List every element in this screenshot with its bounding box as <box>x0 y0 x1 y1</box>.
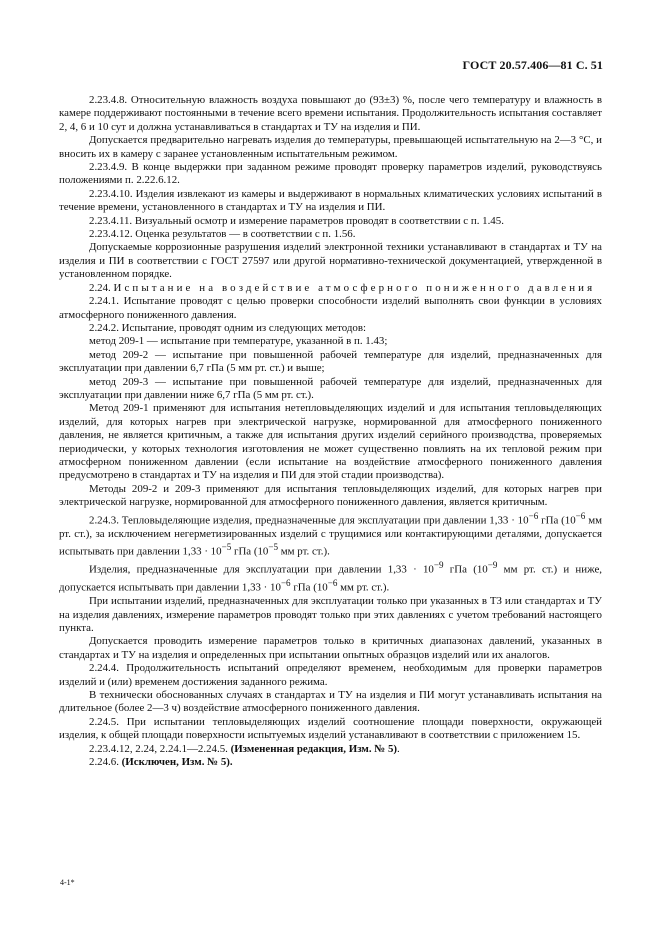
section-title: Испытание на воздействие атмосферного пониженного давления <box>113 281 596 294</box>
method-209-3: метод 209-3 — испытание при повышенной рабочей температуре для изделий, предназначенных для эксплуатации при давлении ниже 6,7 гПа (5 мм рт. ст.). <box>59 375 602 401</box>
paragraph-long-exposure: В технически обоснованных случаях в стандартах и ТУ на изделия и ПИ могут устанавливать испытания на длительное (более 2—3 ч) воздействие атмосферного пониженного давления. <box>59 688 602 715</box>
paragraph-2-24-3-low-pressure: Изделия, предназначенные для эксплуатации при давлении $1,33 \cdot 10^{-9}$ гПа ($10^{-9}$ мм рт. ст.) и ниже, допускается испытывать при давлении $1,33 \cdot 10^{-6}$ гПа ($10^{-6}$ мм рт. ст.). <box>59 560 603 594</box>
paragraph-2-23-4-8: 2.23.4.8. Относительную влажность воздуха повышают до (93±3) %, после чего температуру и влажность в камере поддерживают постоянными в течение всего времени испытания. Продолжительность испытания составляет 2, 4, 6 и 10 сут и должна устанавливаться в стандартах и ТУ на изделия и ПИ. <box>59 94 602 133</box>
paragraph-corrosion: Допускаемые коррозионные разрушения изделий электронной техники устанавливают в стандартах и ТУ на изделия и ПИ в соответствии с ГОСТ 27597 или другой нормативно-технической документацией, утвержденной в установленном порядке. <box>59 241 602 281</box>
page-footer-mark: 4-1* <box>60 878 75 887</box>
section-heading-2-24 <box>59 282 602 295</box>
paragraph-specified-pressures: При испытании изделий, предназначенных для эксплуатации только при указанных в ТЗ или стандартах и ТУ на изделия давлениях, измерение параметров проводят только при этих давлениях с учетом требований настоящего пункта. <box>59 595 602 634</box>
paragraph-2-23-4-12: 2.23.4.12. Оценка результатов — в соответствии с п. 1.56. <box>89 228 356 241</box>
paragraph-2-23-4-10: 2.23.4.10. Изделия извлекают из камеры и выдерживают в нормальных климатических условиях испытаний в течение времени, установленного в стандартах и ТУ на изделия и ПИ. <box>59 187 602 214</box>
paragraph-2-24-4: 2.24.4. Продолжительность испытаний определяют временем, необходимым для проверки параметров изделий и (или) временем достижения заданного режима. <box>59 662 602 688</box>
paragraph-2-24-1: 2.24.1. Испытание проводят с целью проверки способности изделий выполнять свои функции в условиях атмосферного пониженного давления. <box>59 295 602 321</box>
paragraph-2-23-4-9: 2.23.4.9. В конце выдержки при заданном режиме проводят проверку параметров изделий, руководствуясь положениями п. 2.22.6.12. <box>59 161 602 187</box>
method-209-1: метод 209-1 — испытание при температуре, указанной в п. 1.43; <box>89 335 388 348</box>
paragraph-preheat: Допускается предварительно нагревать изделия до температуры, превышающей испытательную на 2—3 °С, и вносить их в камеру с заранее установленным испытательным режимом. <box>59 134 602 160</box>
paragraph-2-24-3: 2.24.3. Тепловыделяющие изделия, предназначенные для эксплуатации при давлении $1,33 \cdot 10^{-6}$ гПа ($10^{-6}$ мм рт. ст.), за исключением негерметизированных изделий с трущимися или контактирующими деталями, допускается испытывать при давлении $1,33 \cdot 10^{-5}$ гПа ($10^{-5}$ мм рт. ст.). <box>59 510 602 558</box>
document-body <box>59 94 602 769</box>
method-209-2: метод 209-2 — испытание при повышенной рабочей температуре для изделий, предназначенных для эксплуатации при давлении 6,7 гПа (5 мм рт. ст.) и выше; <box>59 348 602 375</box>
paragraph-2-24-5: 2.24.5. При испытании тепловыделяющих изделий соотношение площади поверхности, окружающей изделия, к общей площади поверхности испытуемых изделий устанавливают в соответствии с приложением 15. <box>59 715 602 742</box>
section-number: 2.24. <box>89 281 111 294</box>
paragraph-2-24-2: 2.24.2. Испытание, проводят одним из следующих методов: <box>89 321 367 334</box>
excluded-note: 2.24.6. (Исключен, Изм. № 5). <box>89 756 233 768</box>
page-header: ГОСТ 20.57.406—81 С. 51 <box>462 58 603 72</box>
paragraph-2-23-4-11: 2.23.4.11. Визуальный осмотр и измерение параметров проводят в соответствии с п. 1.45. <box>89 214 504 227</box>
paragraph-method-209-1-usage: Метод 209-1 применяют для испытания нетепловыделяющих изделий и для испытания тепловыделяющих изделий, для которых нагрев при электрической нагрузке, нормированной для атмосферного пониженного давления, не является критичным, а также для испытания других изделий серийного производства, проверяемых периодически, у которых технология изготовления не может существенно повлиять на их тепловой режим при атмосферном пониженном давлении (если испытание на воздействие атмосферного пониженного давления предусмотрено в стандартах и ТУ на изделия и ПИ для этой стадии производства). <box>59 402 602 482</box>
paragraph-critical-ranges: Допускается проводить измерение параметров только в критичных диапазонах давлений, указанных в стандартах и ТУ на изделия и определенных при испытании опытных образцов изделий или их аналогов. <box>59 635 602 661</box>
paragraph-methods-209-2-3-usage: Методы 209-2 и 209-3 применяют для испытания тепловыделяющих изделий, для которых нагрев при электрической нагрузке, нормированной для атмосферного пониженного давления, является критичным. <box>59 482 602 509</box>
edit-note: 2.23.4.12, 2.24, 2.24.1—2.24.5. (Измененная редакция, Изм. № 5). <box>89 742 400 755</box>
